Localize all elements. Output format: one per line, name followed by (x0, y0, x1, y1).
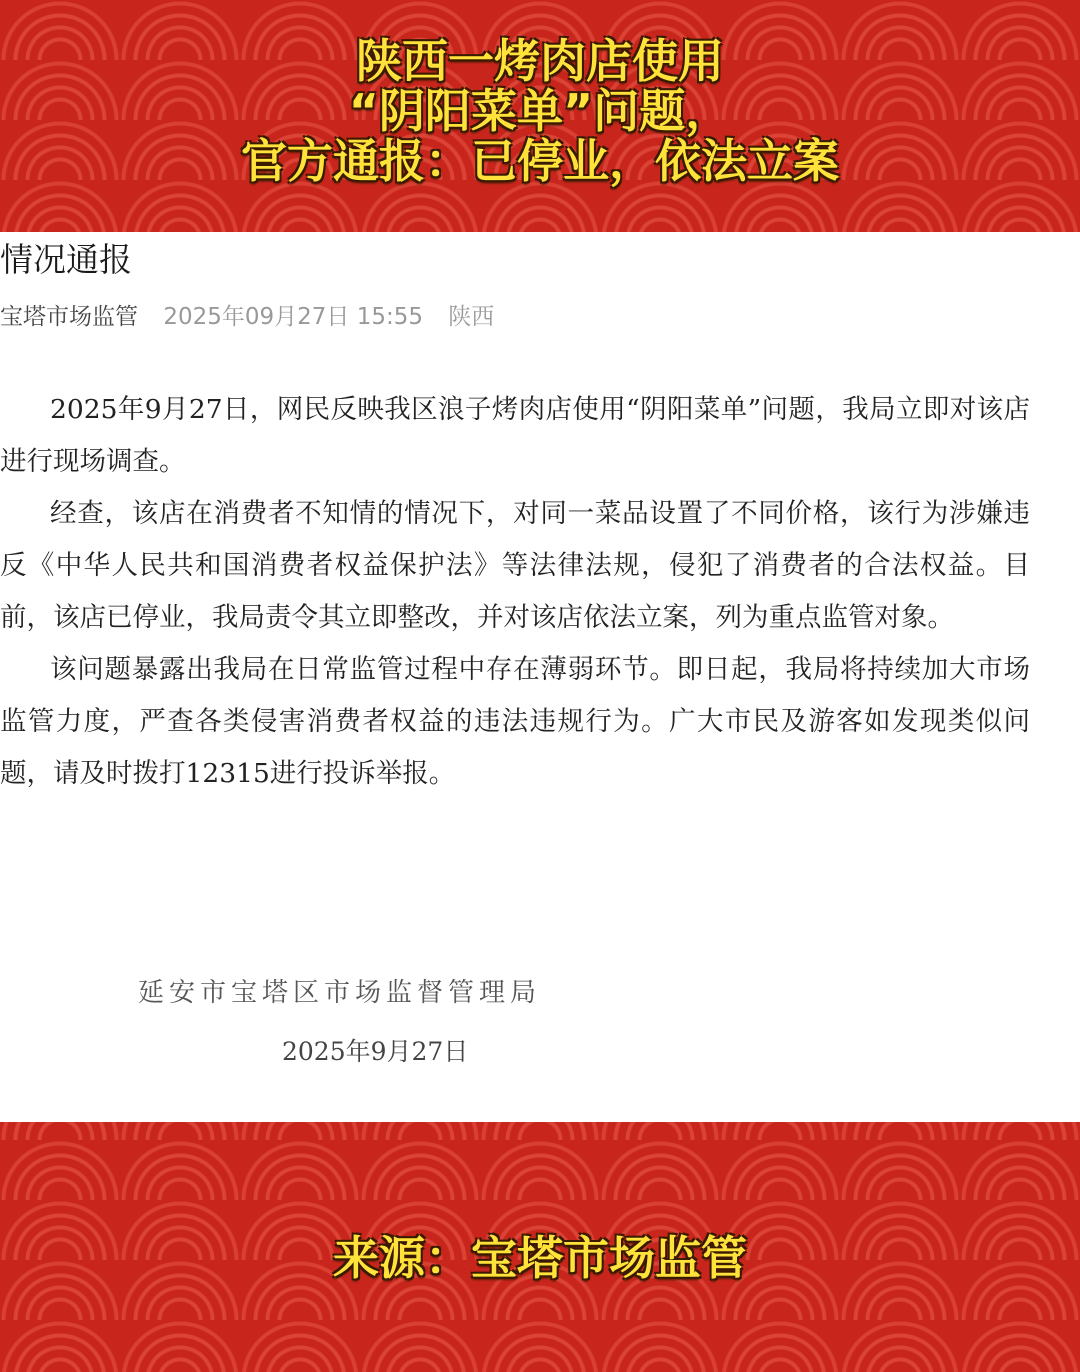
headline (0, 36, 1080, 186)
source-caption: 来源：宝塔市场监管 (333, 1231, 747, 1285)
article-meta (0, 302, 494, 332)
publish-time: 2025年09月27日 15:55 (163, 304, 423, 330)
article-title: 情况通报 (0, 240, 132, 279)
paragraph: 该问题暴露出我局在日常监管过程中存在薄弱环节。即日起，我局将持续加大市场监管力度，严查各类侵害消费者权益的违法违规行为。广大市民及游客如发现类似问题，请及时拨打12315进行投诉举报。 (0, 654, 1030, 789)
headline-line-1: 陕西一烤肉店使用 (356, 34, 724, 88)
publish-region: 陕西 (448, 304, 495, 330)
headline-line-3: 官方通报：已停业，依法立案 (241, 134, 839, 188)
paragraph: 经查，该店在消费者不知情的情况下，对同一菜品设置了不同价格，该行为涉嫌违反《中华人民共和国消费者权益保护法》等法律法规，侵犯了消费者的合法权益。目前，该店已停业，我局责令其立即整改，并对该店依法立案，列为重点监管对象。 (0, 498, 1030, 633)
signature-organization: 延安市宝塔区市场监督管理局 (138, 978, 542, 1008)
signature-date: 2025年9月27日 (282, 1037, 469, 1066)
paragraph: 2025年9月27日，网民反映我区浪子烤肉店使用“阴阳菜单”问题，我局立即对该店进行现场调查。 (0, 394, 1030, 477)
notice-screenshot (0, 232, 1080, 1122)
headline-line-2: “阴阳菜单”问题， (348, 84, 732, 138)
article-body (0, 384, 1030, 800)
account-name[interactable]: 宝塔市场监管 (0, 304, 138, 330)
